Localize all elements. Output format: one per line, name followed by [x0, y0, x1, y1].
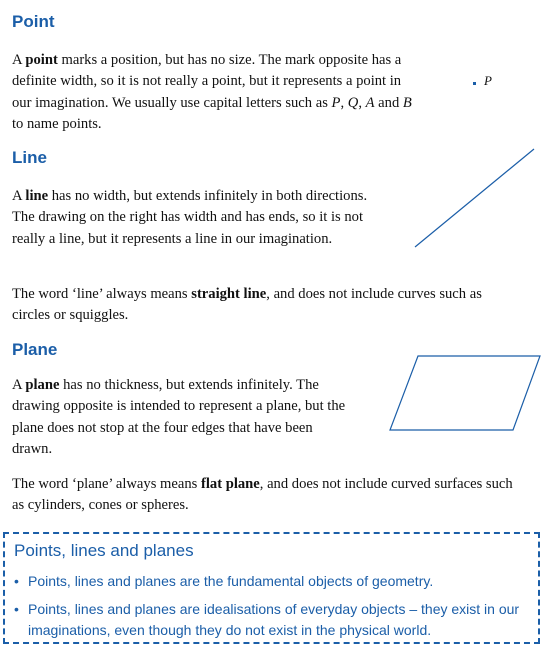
bullet-marker: • — [14, 601, 19, 617]
point-label: P — [484, 73, 492, 88]
summary-box — [3, 532, 540, 644]
line-figure — [410, 146, 540, 250]
summary-title: Points, lines and planes — [14, 541, 194, 560]
bullet-text: Points, lines and planes are idealisations of everyday objects – they exist in our imaginations, even though they do not exist in the physical world. — [28, 601, 520, 638]
line-drawing — [415, 149, 534, 247]
term-flat-plane: flat plane — [200, 476, 260, 492]
section-heading-plane: Plane — [12, 340, 58, 359]
plane-paragraph: A plane has no thickness, but extends infinitely. The drawing opposite is intended to represent a plane, but the plane does not stop at the four edges that have been drawn. — [12, 377, 346, 457]
term-straight-line: straight line — [191, 286, 267, 302]
bullet-marker: • — [14, 573, 19, 589]
term-plane: plane — [25, 377, 60, 393]
plane-parallelogram — [390, 356, 540, 430]
plane-figure — [385, 353, 544, 433]
summary-bullet — [14, 571, 524, 592]
point-paragraph: A point marks a position, but has no size. The mark opposite has a definite width, so it is not really a point, but it represents a point in our imagination. We usually use capital letters such as P, Q, A and B to name points. — [12, 52, 412, 132]
bullet-text: Points, lines and planes are the fundamental objects of geometry. — [28, 573, 434, 589]
plane-note: The word ‘plane’ always means flat plane, and does not include curved surfaces such as cylinders, cones or spheres. — [12, 476, 513, 514]
line-paragraph: A line has no width, but extends infinitely in both directions. The drawing on the right has width and has ends, so it is not really a line, but it represents a line in our imagination. — [12, 188, 368, 247]
point-dot — [473, 82, 476, 85]
section-heading-line: Line — [12, 148, 47, 167]
term-point: point — [25, 52, 58, 68]
line-note: The word ‘line’ always means straight line, and does not include curves such as circles or squiggles. — [12, 286, 482, 324]
point-figure — [468, 71, 508, 91]
section-heading-point: Point — [12, 12, 55, 31]
term-line: line — [25, 188, 49, 204]
summary-bullet — [14, 599, 534, 640]
